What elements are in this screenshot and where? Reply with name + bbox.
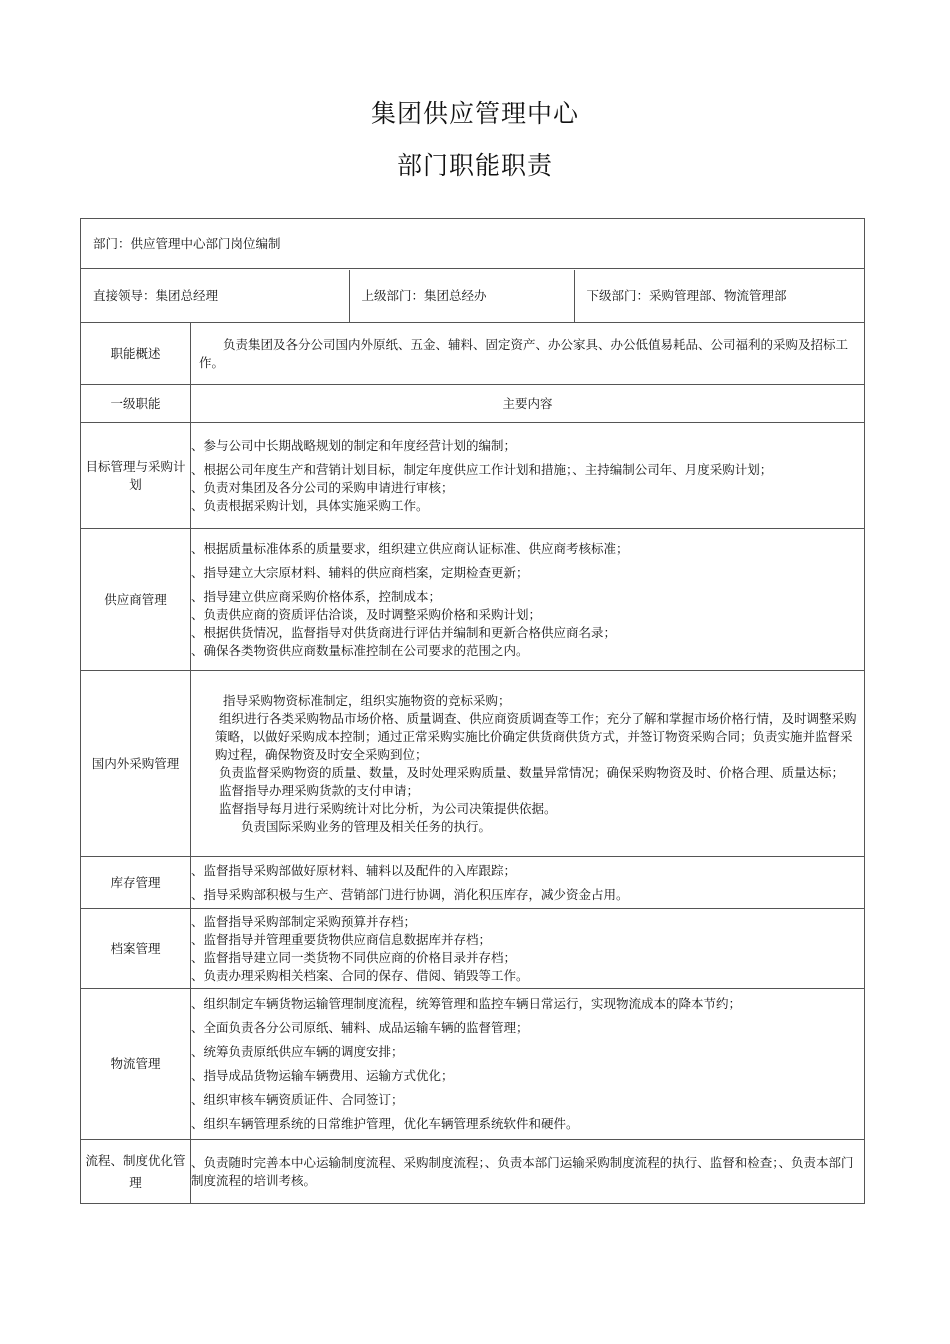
section-label: 物流管理	[81, 989, 191, 1140]
list-item: 、参与公司中长期战略规划的制定和年度经营计划的编制；	[191, 437, 517, 453]
section-row	[81, 989, 865, 1140]
section-label: 库存管理	[81, 857, 191, 909]
list-item: 组织进行各类采购物品市场价格、质量调查、供应商资质调查等工作；充分了解和掌握市场价格行情，及时调整采购策略，以做好采购成本控制；通过正常采购实施比价确定供货商供货方式，并签订物资采购合同；负责实施并监督采购过程，确保物资及时安全采购到位；	[215, 710, 857, 762]
section-content	[191, 423, 865, 529]
list-item: 、监督指导并管理重要货物供应商信息数据库并存档；	[191, 931, 492, 947]
list-item: 负责监督采购物资的质量、数量，及时处理采购质量、数量异常情况；确保采购物资及时、价格合理、质量达标；	[219, 764, 845, 780]
section-content	[191, 989, 865, 1140]
subordinate-dept-cell: 下级部门：采购管理部、物流管理部	[574, 270, 864, 322]
list-item: 、确保各类物资供应商数量标准控制在公司要求的范围之内。	[191, 642, 529, 658]
section-row	[81, 671, 865, 857]
list-item: 、组织车辆管理系统的日常维护管理，优化车辆管理系统软件和硬件。	[191, 1116, 579, 1131]
document-subtitle: 部门职能职责	[396, 151, 553, 180]
list-item: 、根据质量标准体系的质量要求，组织建立供应商认证标准、供应商考核标准；	[191, 540, 629, 556]
overview-label: 职能概述	[81, 323, 191, 385]
section-content	[191, 909, 865, 989]
section-content	[191, 1140, 865, 1204]
section-label: 供应商管理	[81, 529, 191, 671]
list-item: 、指导建立大宗原材料、辅料的供应商档案，定期检查更新；	[191, 564, 529, 580]
list-item: 、负责随时完善本中心运输制度流程、采购制度流程；、负责本部门运输采购制度流程的执行、监督和检查；、负责本部门制度流程的培训考核。	[191, 1154, 854, 1188]
list-item: 、负责供应商的资质评估洽谈，及时调整采购价格和采购计划；	[191, 606, 542, 622]
list-item: 监督指导每月进行采购统计对比分析，为公司决策提供依据。	[219, 800, 557, 816]
list-item: 、监督指导建立同一类货物不同供应商的价格目录并存档；	[191, 949, 517, 965]
column-header-row	[81, 385, 865, 423]
list-item: 、统筹负责原纸供应车辆的调度安排；	[191, 1044, 404, 1059]
duty-table	[80, 218, 865, 1204]
list-item: 、指导采购部积极与生产、营销部门进行协调，消化积压库存，减少资金占用。	[191, 886, 629, 902]
list-item: 监督指导办理采购货款的支付申请；	[219, 782, 420, 798]
department-row	[81, 219, 865, 269]
list-item: 、根据供货情况，监督指导对供货商进行评估并编制和更新合格供应商名录；	[191, 624, 617, 640]
section-label: 流程、制度优化管理	[81, 1140, 191, 1204]
level1-header: 一级职能	[81, 385, 191, 423]
section-label: 国内外采购管理	[81, 671, 191, 857]
list-item: 、负责对集团及各分公司的采购申请进行审核；	[191, 479, 454, 495]
document-title: 集团供应管理中心	[370, 99, 579, 128]
section-label: 档案管理	[81, 909, 191, 989]
list-item: 指导采购物资标准制定，组织实施物资的竞标采购；	[223, 692, 511, 708]
section-row	[81, 857, 865, 909]
list-item: 、组织审核车辆资质证件、合同签订；	[191, 1092, 404, 1107]
section-row	[81, 423, 865, 529]
section-content	[191, 857, 865, 909]
list-item: 、全面负责各分公司原纸、辅料、成品运输车辆的监督管理；	[191, 1020, 529, 1035]
section-content	[191, 529, 865, 671]
list-item: 、负责办理采购相关档案、合同的保存、借阅、销毁等工作。	[191, 967, 529, 983]
list-item: 、根据公司年度生产和营销计划目标，制定年度供应工作计划和措施；、主持编制公司年、月度采购计划；	[191, 461, 773, 477]
section-content	[191, 671, 865, 857]
section-row	[81, 909, 865, 989]
reporting-row	[81, 269, 865, 323]
section-row	[81, 1140, 865, 1204]
list-item: 、负责根据采购计划，具体实施采购工作。	[191, 497, 429, 513]
list-item: 、指导成品货物运输车辆费用、运输方式优化；	[191, 1068, 454, 1083]
overview-text: 负责集团及各分公司国内外原纸、五金、辅料、固定资产、办公家具、办公低值易耗品、公司福利的采购及招标工作。	[191, 323, 865, 385]
list-item: 、监督指导采购部制定采购预算并存档；	[191, 913, 417, 929]
content-header: 主要内容	[191, 385, 865, 423]
section-row	[81, 529, 865, 671]
list-item: 、指导建立供应商采购价格体系，控制成本；	[191, 588, 442, 604]
list-item: 、监督指导采购部做好原材料、辅料以及配件的入库跟踪；	[191, 862, 517, 878]
list-item: 、组织制定车辆货物运输管理制度流程，统筹管理和监控车辆日常运行，实现物流成本的降本节约；	[191, 996, 742, 1011]
list-item: 负责国际采购业务的管理及相关任务的执行。	[241, 818, 492, 834]
direct-leader-cell: 直接领导：集团总经理	[93, 287, 219, 303]
section-label: 目标管理与采购计划	[81, 423, 191, 529]
department-cell: 部门：供应管理中心部门岗位编制	[81, 219, 865, 269]
superior-dept-cell: 上级部门：集团总经办	[349, 270, 574, 322]
reporting-table	[81, 270, 864, 322]
overview-row	[81, 323, 865, 385]
